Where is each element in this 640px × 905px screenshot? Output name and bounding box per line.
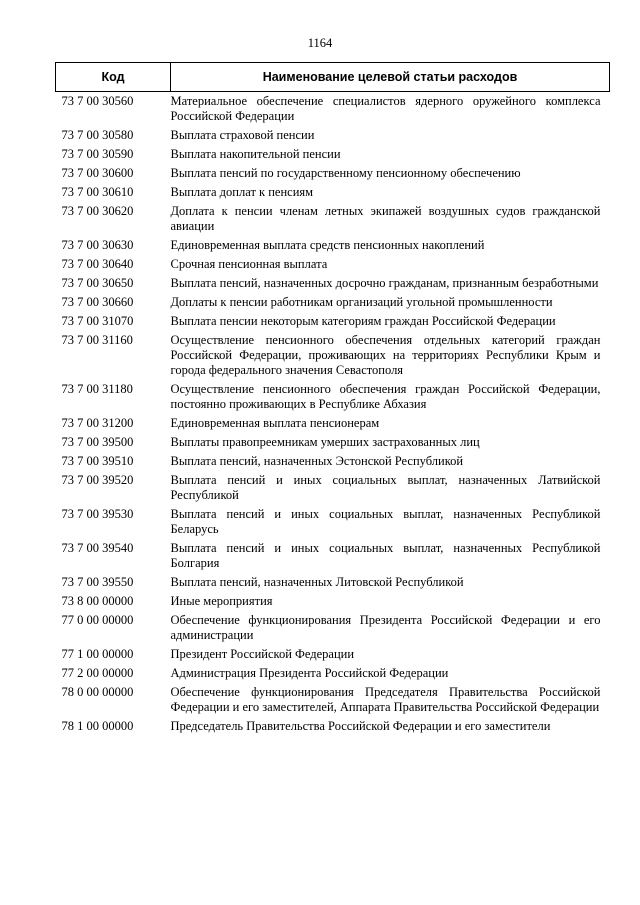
table-row — [56, 435, 610, 454]
name-column-header: Наименование целевой статьи расходов — [171, 63, 610, 92]
row-code: 73 7 00 39550 — [61, 575, 134, 589]
row-name: Доплата к пенсии членам летных экипажей воздушных судов гражданской авиации — [170, 204, 601, 233]
row-name: Выплата пенсии некоторым категориям граждан Российской Федерации — [170, 314, 556, 328]
table-row — [56, 647, 610, 666]
row-name: Выплата пенсий и иных социальных выплат, назначенных Латвийской Республикой — [170, 473, 601, 502]
row-code: 73 8 00 00000 — [61, 594, 134, 608]
table-row — [56, 416, 610, 435]
row-code: 73 7 00 39520 — [61, 473, 134, 487]
table-row — [56, 594, 610, 613]
row-code: 73 7 00 31200 — [61, 416, 134, 430]
table-row — [56, 257, 610, 276]
table-header-row — [56, 63, 610, 92]
row-code: 73 7 00 39510 — [61, 454, 134, 468]
table-row — [56, 295, 610, 314]
table-row — [56, 454, 610, 473]
table-row — [56, 613, 610, 647]
table-row — [56, 333, 610, 382]
row-name: Выплата пенсий, назначенных досрочно гражданам, признанным безработными — [170, 276, 599, 290]
table-row — [56, 719, 610, 738]
row-code: 73 7 00 30590 — [61, 147, 134, 161]
row-name: Администрация Президента Российской Федерации — [170, 666, 449, 680]
row-name: Председатель Правительства Российской Федерации и его заместители — [170, 719, 551, 733]
row-name: Выплата пенсий, назначенных Литовской Республикой — [170, 575, 464, 589]
row-name: Выплата пенсий и иных социальных выплат, назначенных Республикой Беларусь — [170, 507, 601, 536]
row-name: Обеспечение функционирования Председателя Правительства Российской Федерации и его заместителей, Аппарата Правительства Российской Федерации — [170, 685, 601, 714]
row-code: 73 7 00 31070 — [61, 314, 134, 328]
row-name: Единовременная выплата пенсионерам — [170, 416, 380, 430]
row-code: 78 1 00 00000 — [61, 719, 134, 733]
row-code: 73 7 00 30630 — [61, 238, 134, 252]
row-code: 73 7 00 30620 — [61, 204, 134, 218]
row-code: 77 2 00 00000 — [61, 666, 134, 680]
table-row — [56, 276, 610, 295]
table-row — [56, 507, 610, 541]
table-row — [56, 238, 610, 257]
table-row — [56, 473, 610, 507]
table-body — [56, 92, 610, 739]
table-row — [56, 382, 610, 416]
table-row — [56, 147, 610, 166]
row-name: Осуществление пенсионного обеспечения отдельных категорий граждан Российской Федерации, проживающих на территориях Республики Крым и города федерального значения Севастополя — [170, 333, 601, 377]
row-name: Выплата пенсий, назначенных Эстонской Республикой — [170, 454, 464, 468]
row-name: Срочная пенсионная выплата — [170, 257, 328, 271]
row-name: Материальное обеспечение специалистов ядерного оружейного комплекса Российской Федерации — [170, 94, 601, 123]
table-row — [56, 575, 610, 594]
table-row — [56, 92, 610, 129]
row-code: 73 7 00 30650 — [61, 276, 134, 290]
table-row — [56, 685, 610, 719]
row-name: Единовременная выплата средств пенсионных накоплений — [170, 238, 485, 252]
row-code: 73 7 00 30660 — [61, 295, 134, 309]
code-column-header: Код — [56, 63, 171, 92]
row-name: Выплата доплат к пенсиям — [170, 185, 314, 199]
row-name: Иные мероприятия — [170, 594, 273, 608]
row-name: Выплата пенсий по государственному пенсионному обеспечению — [170, 166, 521, 180]
table-row — [56, 166, 610, 185]
row-name: Выплата пенсий и иных социальных выплат, назначенных Республикой Болгария — [170, 541, 601, 570]
row-name: Обеспечение функционирования Президента Российской Федерации и его администрации — [170, 613, 601, 642]
row-name: Осуществление пенсионного обеспечения граждан Российской Федерации, постоянно проживающих в Республике Абхазия — [170, 382, 601, 411]
row-code: 73 7 00 30610 — [61, 185, 134, 199]
row-name: Президент Российской Федерации — [170, 647, 355, 661]
row-code: 77 0 00 00000 — [61, 613, 134, 627]
row-code: 73 7 00 39540 — [61, 541, 134, 555]
row-code: 73 7 00 30600 — [61, 166, 134, 180]
page-number: 1164 — [307, 36, 333, 50]
row-code: 73 7 00 30580 — [61, 128, 134, 142]
row-code: 77 1 00 00000 — [61, 647, 134, 661]
table-row — [56, 666, 610, 685]
row-code: 73 7 00 31160 — [61, 333, 133, 347]
row-name: Выплата страховой пенсии — [170, 128, 315, 142]
table-row — [56, 314, 610, 333]
table-row — [56, 128, 610, 147]
row-name: Выплаты правопреемникам умерших застрахованных лиц — [170, 435, 480, 449]
table-row — [56, 204, 610, 238]
row-code: 73 7 00 31180 — [61, 382, 133, 396]
table-row — [56, 541, 610, 575]
row-code: 73 7 00 39500 — [61, 435, 134, 449]
row-name: Выплата накопительной пенсии — [170, 147, 341, 161]
row-code: 73 7 00 30560 — [61, 94, 134, 108]
row-code: 78 0 00 00000 — [61, 685, 134, 699]
row-code: 73 7 00 39530 — [61, 507, 134, 521]
table-row — [56, 185, 610, 204]
budget-code-table — [55, 62, 610, 738]
row-name: Доплаты к пенсии работникам организаций угольной промышленности — [170, 295, 553, 309]
row-code: 73 7 00 30640 — [61, 257, 134, 271]
